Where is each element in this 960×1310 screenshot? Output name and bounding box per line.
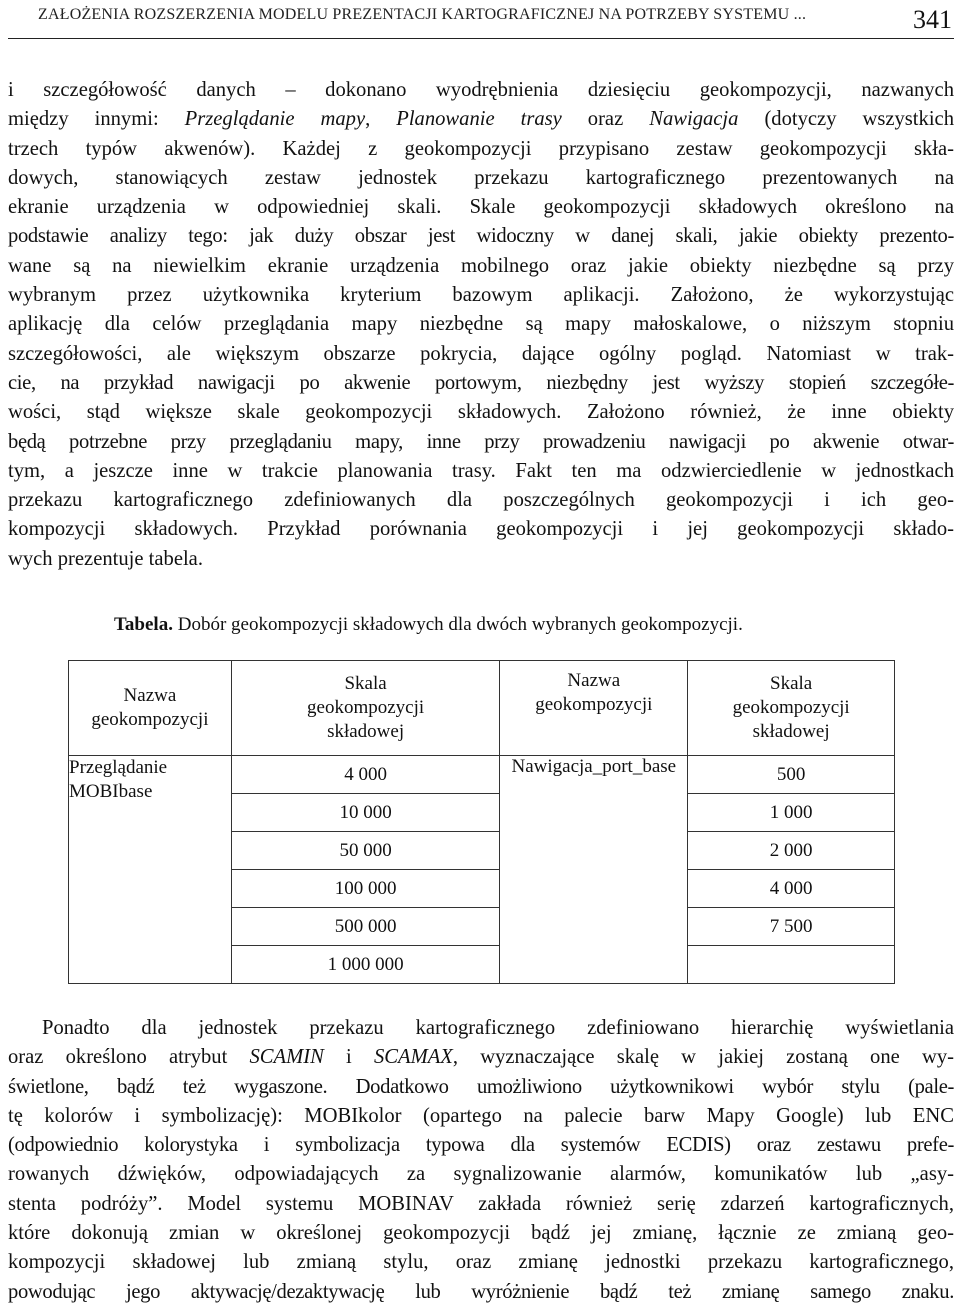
text-line: kompozycji składowej lub zmianą stylu, oraz zmianę jednostki przekazu kartograficznego, xyxy=(8,1251,954,1274)
text-line: aplikację dla celów przeglądania mapy niezbędne są mapy małoskalowe, o niższym stopniu xyxy=(8,313,954,336)
scale-value: 50 000 xyxy=(232,832,500,870)
term-italic: SCAMIN xyxy=(249,1046,324,1069)
scale-value: 4 000 xyxy=(232,756,500,794)
text-line: świetlone, bądź też wygaszone. Dodatkowo umożliwiono użytkownikowi wybór stylu (pale- xyxy=(8,1075,954,1098)
scale-value: 4 000 xyxy=(688,870,894,908)
text-line: powodując jego aktywację/dezaktywację lub wyróżnienie bądź też zmianę samego znaku. xyxy=(8,1280,954,1303)
header-cell: Skala geokompozycji składowej xyxy=(231,661,500,756)
text-line: między innymi: Przeglądanie mapy, Planowanie trasy oraz Nawigacja (dotyczy wszystkich xyxy=(8,108,954,131)
text-line: rowanych dźwięków, odpowiadających za sygnalizowanie alarmów, komunikatów lub „asy- xyxy=(8,1163,954,1186)
text-line: wybranym przez użytkownika kryterium bazowym aplikacji. Założono, że wykorzystując xyxy=(8,284,954,307)
text-line: tę kolorów i symbolizację): MOBIkolor (opartego na palecie barw Mapy Google) lub ENC xyxy=(8,1104,954,1127)
text-line: które dokonują zmian w określonej geokompozycji bądź jej zmianę, łącznie ze zmianą geo- xyxy=(8,1222,954,1245)
term-italic: SCAMAX xyxy=(373,1046,453,1069)
text-line: trzech typów akwenów). Każdej z geokompozycji przypisano zestaw geokompozycji skła- xyxy=(8,137,954,160)
text-line: cie, na przykład nawigacji po akwenie portowym, niezbędny jest wyższy stopień szczegółe- xyxy=(8,371,954,394)
scale-value: 500 000 xyxy=(232,908,500,946)
geocomposition-name-cell: Przeglądanie MOBIbase xyxy=(69,756,232,984)
running-header xyxy=(8,2,954,39)
text-line: wości, stąd większe skale geokompozycji składowych. Założono również, że inne obiekty xyxy=(8,401,954,424)
text-line: stenta podróży”. Model systemu MOBINAV zakłada również serię zdarzeń kartograficznych, xyxy=(8,1192,954,1215)
scale-value: 7 500 xyxy=(688,908,894,946)
scale-value: 100 000 xyxy=(232,870,500,908)
text-line: Ponadto dla jednostek przekazu kartograficznego zdefiniowano hierarchię wyświetlania xyxy=(42,1017,954,1039)
table-row xyxy=(69,756,895,984)
header-cell: Nazwa geokompozycji xyxy=(500,661,688,756)
term-italic: Przeglądanie mapy xyxy=(184,108,366,131)
table-header-row xyxy=(69,661,895,756)
text-line: podstawie analizy tego: jak duży obszar jest widoczny w danej skali, jakie obiekty prezento- xyxy=(8,225,954,248)
scale-list xyxy=(232,756,500,983)
text-line: (odpowiednio kolorystyka i symbolizacja typowa dla systemów ECDIS) oraz zestawu prefe- xyxy=(8,1134,954,1157)
term-italic: Planowanie trasy xyxy=(396,108,562,131)
text-line: wane są na niewielkim ekranie urządzenia mobilnego oraz jakie obiekty niezbędne są przy xyxy=(8,254,954,277)
scale-value: 2 000 xyxy=(688,832,894,870)
text-line: kompozycji składowych. Przykład porównania geokompozycji i jej geokompozycji składo- xyxy=(8,518,954,541)
text-line: wych prezentuje tabela. xyxy=(8,547,203,570)
scale-list xyxy=(688,756,894,946)
scale-value: 1 000 xyxy=(688,794,894,832)
scale-column-cell xyxy=(231,756,500,984)
text-line: szczegółowości, ale większym obszarze pokrycia, dające ogólny pogląd. Natomiast w trak- xyxy=(8,342,954,365)
text-line: ekranie urządzenia w odpowiedniej skali. Skale geokompozycji składowych określono na xyxy=(8,196,954,219)
scale-value: 1 000 000 xyxy=(327,954,404,975)
caption-text: Dobór geokompozycji składowych dla dwóch wybranych geokompozycji. xyxy=(172,614,743,635)
scales-table xyxy=(68,660,895,984)
paragraph-intro xyxy=(8,76,954,574)
table-caption xyxy=(114,614,743,636)
term-italic: Nawigacja xyxy=(649,108,739,131)
running-title: ZAŁOŻENIA ROZSZERZENIA MODELU PREZENTACJI KARTOGRAFICZNEJ NA POTRZEBY SYSTEMU ... xyxy=(38,6,807,23)
scale-value: 500 xyxy=(688,756,894,794)
scale-value: 10 000 xyxy=(232,794,500,832)
text-line: oraz określono atrybut SCAMIN i SCAMAX, wyznaczające skalę w jakiej zostaną one wy- xyxy=(8,1046,954,1069)
geocomposition-name-cell: Nawigacja_port_base xyxy=(500,756,688,984)
text-line: dowych, stanowiących zestaw jednostek przekazu kartograficznego prezentowanych na xyxy=(8,166,954,189)
caption-label: Tabela. xyxy=(114,614,173,635)
header-cell: Skala geokompozycji składowej xyxy=(688,661,895,756)
text-line: tym, a jeszcze inne w trakcie planowania trasy. Fakt ten ma odzwierciedlenie w jednostkach xyxy=(8,459,954,482)
text-line: i szczegółowość danych – dokonano wyodrębnienia dziesięciu geokompozycji, nazwanych xyxy=(8,79,954,101)
paragraph-continuation xyxy=(8,1014,954,1307)
text-line: przekazu kartograficznego zdefiniowanych dla poszczególnych geokompozycji i ich geo- xyxy=(8,489,954,512)
text-line: będą potrzebne przy przeglądaniu mapy, inne przy prowadzeniu nawigacji po akwenie otwar- xyxy=(8,430,954,453)
page-number: 341 xyxy=(913,5,952,34)
scale-column-cell xyxy=(688,756,895,984)
header-cell: Nazwa geokompozycji xyxy=(69,661,232,756)
